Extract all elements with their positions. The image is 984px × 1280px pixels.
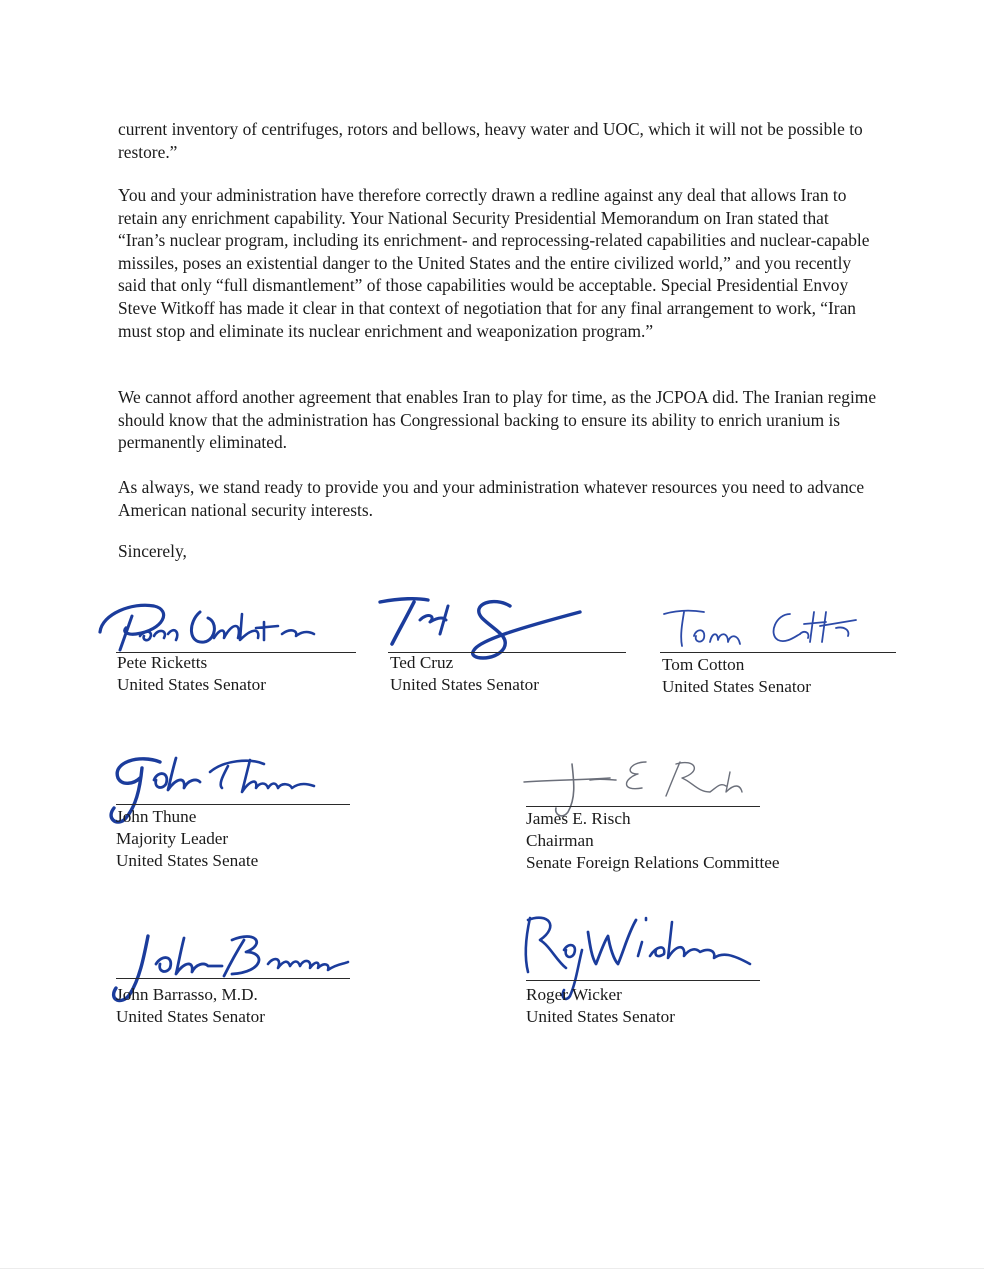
signatory-title: United States Senator xyxy=(117,675,266,695)
signatory-title: United States Senate xyxy=(116,851,259,871)
signatory-name: John Thune xyxy=(116,807,197,826)
signatory-title: Senate Foreign Relations Committee xyxy=(526,853,780,873)
letter-closing: Sincerely, xyxy=(118,541,187,561)
signatory-title: Majority Leader xyxy=(116,829,229,849)
signatory-name: James E. Risch xyxy=(526,809,631,828)
signatory-name: Pete Ricketts xyxy=(117,653,208,672)
letter-paragraph-1: current inventory of centrifuges, rotors and bellows, heavy water and UOC, which it will not be possible to restore.” xyxy=(118,119,863,162)
page-bottom-edge xyxy=(0,1268,984,1269)
signatory-title: United States Senator xyxy=(662,677,811,697)
letter-paragraph-3: We cannot afford another agreement that enables Iran to play for time, as the JCPOA did. The Iranian regime should know that the administration has Congressional backing to ensure its ability to enrich uranium is permanently eliminated. xyxy=(118,387,877,453)
signature-line-wicker xyxy=(526,980,760,981)
signatory-ricketts xyxy=(117,652,266,696)
signatory-thune xyxy=(116,806,258,873)
signatory-name: John Barrasso, M.D. xyxy=(116,985,258,1004)
letter-paragraph-2: You and your administration have therefore correctly drawn a redline against any deal that allows Iran to retain any enrichment capability. Your National Security Presidential Memorandum on Iran stated that “Iran’s nuclear program, including its enrichment- and reprocessing-related capabilities and nuclear-capable missiles, poses an existential danger to the United States and the entire civilized world,” and you recently said that only “full dismantlement” of those capabilities would be acceptable. Special Presidential Envoy Steve Witkoff has made it clear in that context of negotiation that for any final arrangement to work, “Iran must stop and eliminate its nuclear enrichment and weaponization program.” xyxy=(118,185,870,341)
signatory-risch xyxy=(526,808,779,875)
signatory-name: Ted Cruz xyxy=(390,653,454,672)
signatory-title: United States Senator xyxy=(526,1007,675,1027)
signature-line-barrasso xyxy=(116,978,350,979)
signature-line-risch xyxy=(526,806,760,807)
signatory-title: United States Senator xyxy=(116,1007,265,1027)
signatory-wicker xyxy=(526,984,675,1028)
letter-paragraph-4: As always, we stand ready to provide you and your administration whatever resources you need to advance American national security interests. xyxy=(118,477,865,520)
signatory-barrasso xyxy=(116,984,265,1028)
signature-cotton xyxy=(660,604,870,654)
signature-line-thune xyxy=(116,804,350,805)
signatory-cotton xyxy=(662,654,811,698)
signatory-title: Chairman xyxy=(526,831,594,851)
signatory-cruz xyxy=(390,652,539,696)
signature-line-cotton xyxy=(660,652,896,653)
signatory-title: United States Senator xyxy=(390,675,539,695)
signatory-name: Tom Cotton xyxy=(662,655,745,674)
signatory-name: Roger Wicker xyxy=(526,985,622,1004)
